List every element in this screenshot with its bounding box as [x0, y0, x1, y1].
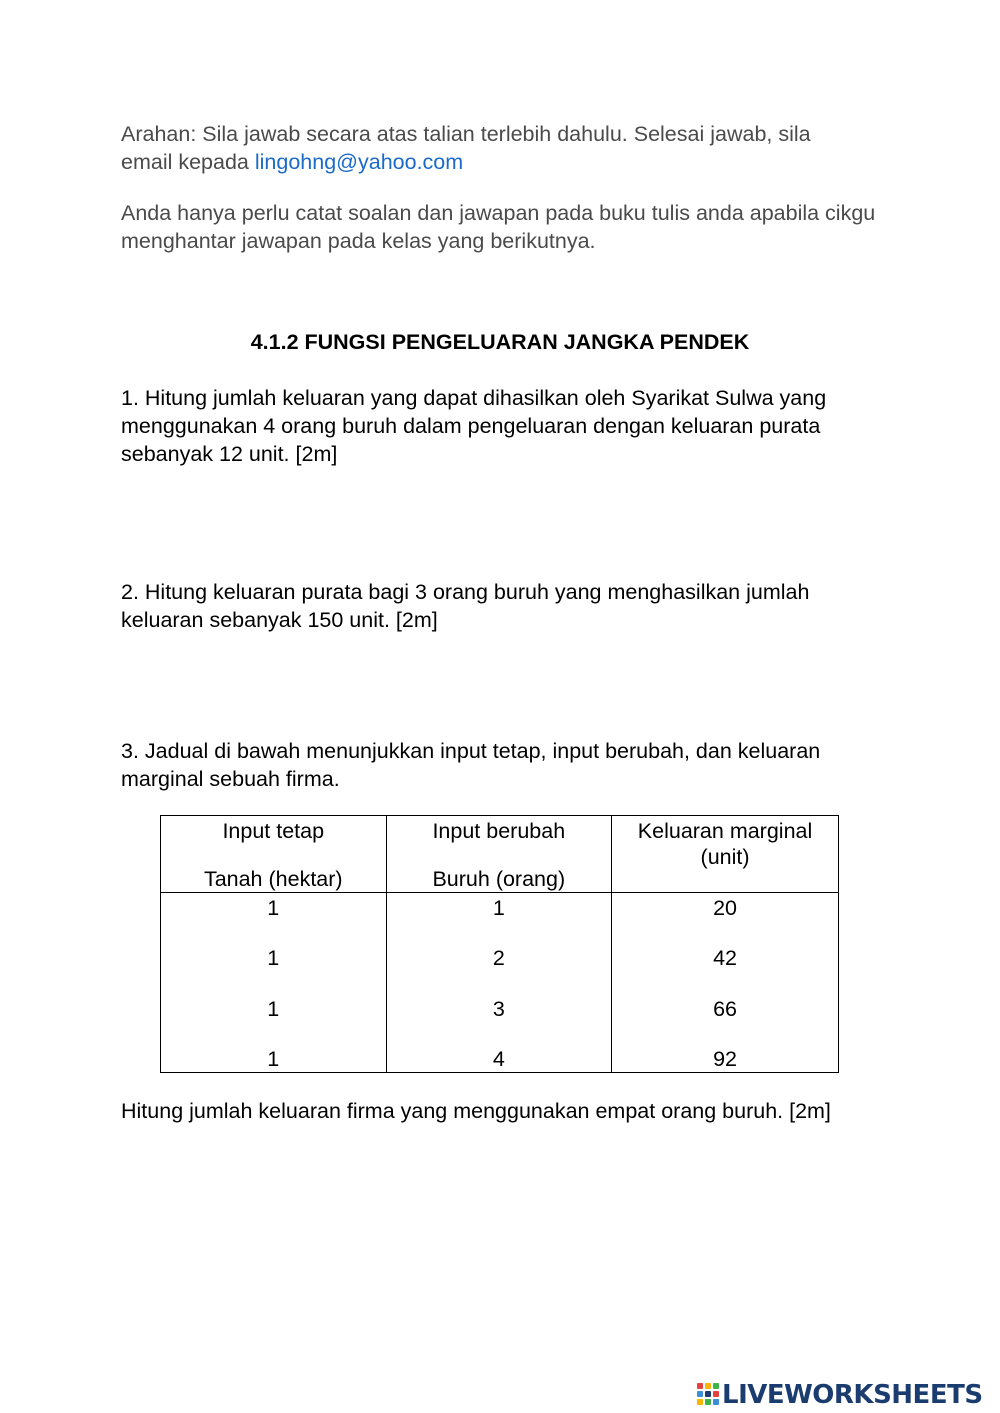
cell-marginal-4: 92 — [713, 1046, 737, 1071]
cell-land-2: 1 — [267, 946, 280, 971]
instructions-note: Anda hanya perlu catat soalan dan jawapan pada buku tulis anda apabila cikgu menghantar jawapan pada kelas yang berikutnya. — [121, 201, 876, 253]
header-marginal-output — [612, 816, 839, 893]
liveworksheets-logo — [697, 1380, 983, 1410]
cell-land-1: 1 — [267, 896, 280, 920]
cell-labour-4: 4 — [492, 1046, 505, 1071]
cell-labour-2: 2 — [492, 946, 505, 971]
instructions-paragraph — [121, 120, 891, 176]
cell-land-4: 1 — [267, 1046, 280, 1071]
cell-land-3: 1 — [267, 996, 280, 1021]
question-2: 2. Hitung keluaran purata bagi 3 orang buruh yang menghasilkan jumlah keluaran sebanyak 150 unit. [2m] — [121, 580, 810, 632]
header-marginal-output-top: Keluaran marginal (unit) — [637, 819, 813, 869]
header-fixed-input — [161, 816, 387, 893]
cell-labour-1: 1 — [492, 896, 505, 920]
question-3: 3. Jadual di bawah menunjukkan input tetap, input berubah, dan keluaran marginal sebuah firma. — [121, 739, 821, 791]
cell-marginal-2: 42 — [713, 946, 737, 971]
header-variable-input — [386, 816, 612, 893]
liveworksheets-logo-icon — [697, 1383, 719, 1407]
instructions-line1: Arahan: Sila jawab secara atas talian terlebih dahulu. Selesai jawab, sila — [121, 122, 811, 146]
column-marginal — [612, 893, 839, 1073]
column-labour — [386, 893, 612, 1073]
email-link[interactable]: lingohng@yahoo.com — [254, 150, 464, 174]
header-fixed-input-top: Input tetap — [222, 819, 325, 843]
cell-labour-3: 3 — [492, 996, 505, 1021]
question-1: 1. Hitung jumlah keluaran yang dapat dihasilkan oleh Syarikat Sulwa yang menggunakan 4 orang buruh dalam pengeluaran dengan keluaran purata sebanyak 12 unit. [2m] — [121, 386, 827, 466]
header-variable-input-top: Input berubah — [432, 819, 566, 843]
header-variable-input-bottom: Buruh (orang) — [432, 867, 566, 891]
section-heading: 4.1.2 FUNGSI PENGELUARAN JANGKA PENDEK — [250, 330, 750, 354]
table-header-row — [161, 816, 839, 893]
header-fixed-input-bottom: Tanah (hektar) — [203, 867, 343, 891]
instructions-line2: email kepada — [121, 150, 255, 174]
liveworksheets-logo-text: LIVEWORKSHEETS — [722, 1380, 983, 1410]
followup-question: Hitung jumlah keluaran firma yang menggunakan empat orang buruh. [2m] — [121, 1099, 831, 1123]
column-land — [161, 893, 387, 1073]
table-body-row — [161, 893, 839, 1073]
cell-marginal-3: 66 — [713, 996, 737, 1021]
production-table — [160, 815, 839, 1073]
cell-marginal-1: 20 — [713, 896, 737, 920]
